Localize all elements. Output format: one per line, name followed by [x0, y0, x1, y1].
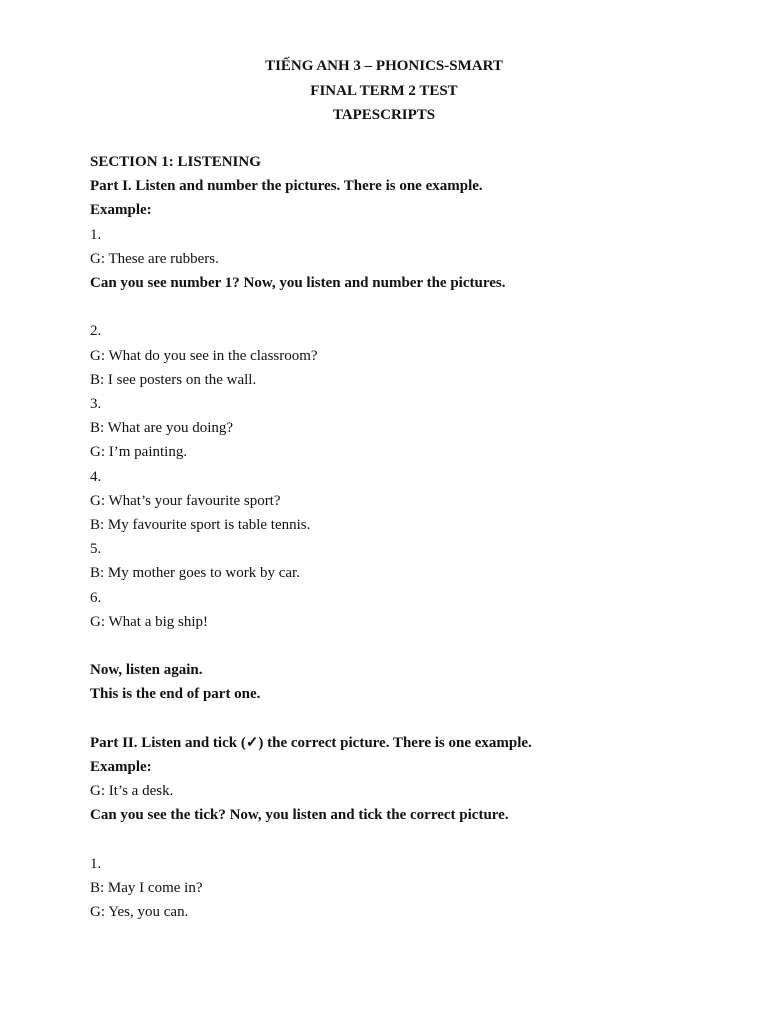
dialogue-line: B: What are you doing? [90, 420, 234, 437]
document-body [90, 150, 730, 924]
item-number: 1. [90, 855, 102, 872]
part1-title: Part I. Listen and number the pictures. There is one example. [90, 178, 483, 195]
document-header [0, 54, 768, 128]
dialogue-line: B: My favourite sport is table tennis. [90, 517, 311, 534]
item-number: 3. [90, 396, 102, 413]
part2-example-label: Example: [90, 759, 152, 776]
part1-instruction: Can you see number 1? Now, you listen and number the pictures. [90, 275, 506, 292]
dialogue-line: G: What’s your favourite sport? [90, 492, 281, 509]
section-title: SECTION 1: LISTENING [90, 154, 261, 170]
part2-title: Part II. Listen and tick (✓) the correct picture. There is one example. [90, 734, 532, 751]
spacer [90, 295, 730, 319]
dialogue-line: G: What a big ship! [90, 613, 209, 630]
header-title-line: TIẾNG ANH 3 – PHONICS-SMART [265, 58, 503, 74]
header-test-line: FINAL TERM 2 TEST [310, 82, 458, 99]
spacer [90, 707, 730, 731]
dialogue-line: B: I see posters on the wall. [90, 371, 257, 388]
part2-instruction: Can you see the tick? Now, you listen and tick the correct picture. [90, 807, 509, 824]
dialogue-line: G: I’m painting. [90, 444, 188, 461]
item-number: 2. [90, 323, 102, 340]
spacer [90, 634, 730, 658]
listen-again-text: Now, listen again. [90, 662, 203, 679]
part1-example-label: Example: [90, 202, 152, 219]
dialogue-line: B: May I come in? [90, 880, 203, 897]
part1-example-number: 1. [90, 226, 102, 243]
item-number: 6. [90, 589, 102, 606]
header-tapescripts-line: TAPESCRIPTS [332, 107, 436, 123]
part1-example-line: G: These are rubbers. [90, 250, 219, 267]
spacer [90, 828, 730, 852]
dialogue-line: G: What do you see in the classroom? [90, 347, 318, 364]
dialogue-line: G: Yes, you can. [90, 904, 189, 921]
end-of-part-text: This is the end of part one. [90, 686, 261, 703]
item-number: 5. [90, 541, 102, 558]
dialogue-line: B: My mother goes to work by car. [90, 565, 300, 582]
item-number: 4. [90, 468, 102, 485]
part2-example-line: G: It’s a desk. [90, 783, 174, 800]
